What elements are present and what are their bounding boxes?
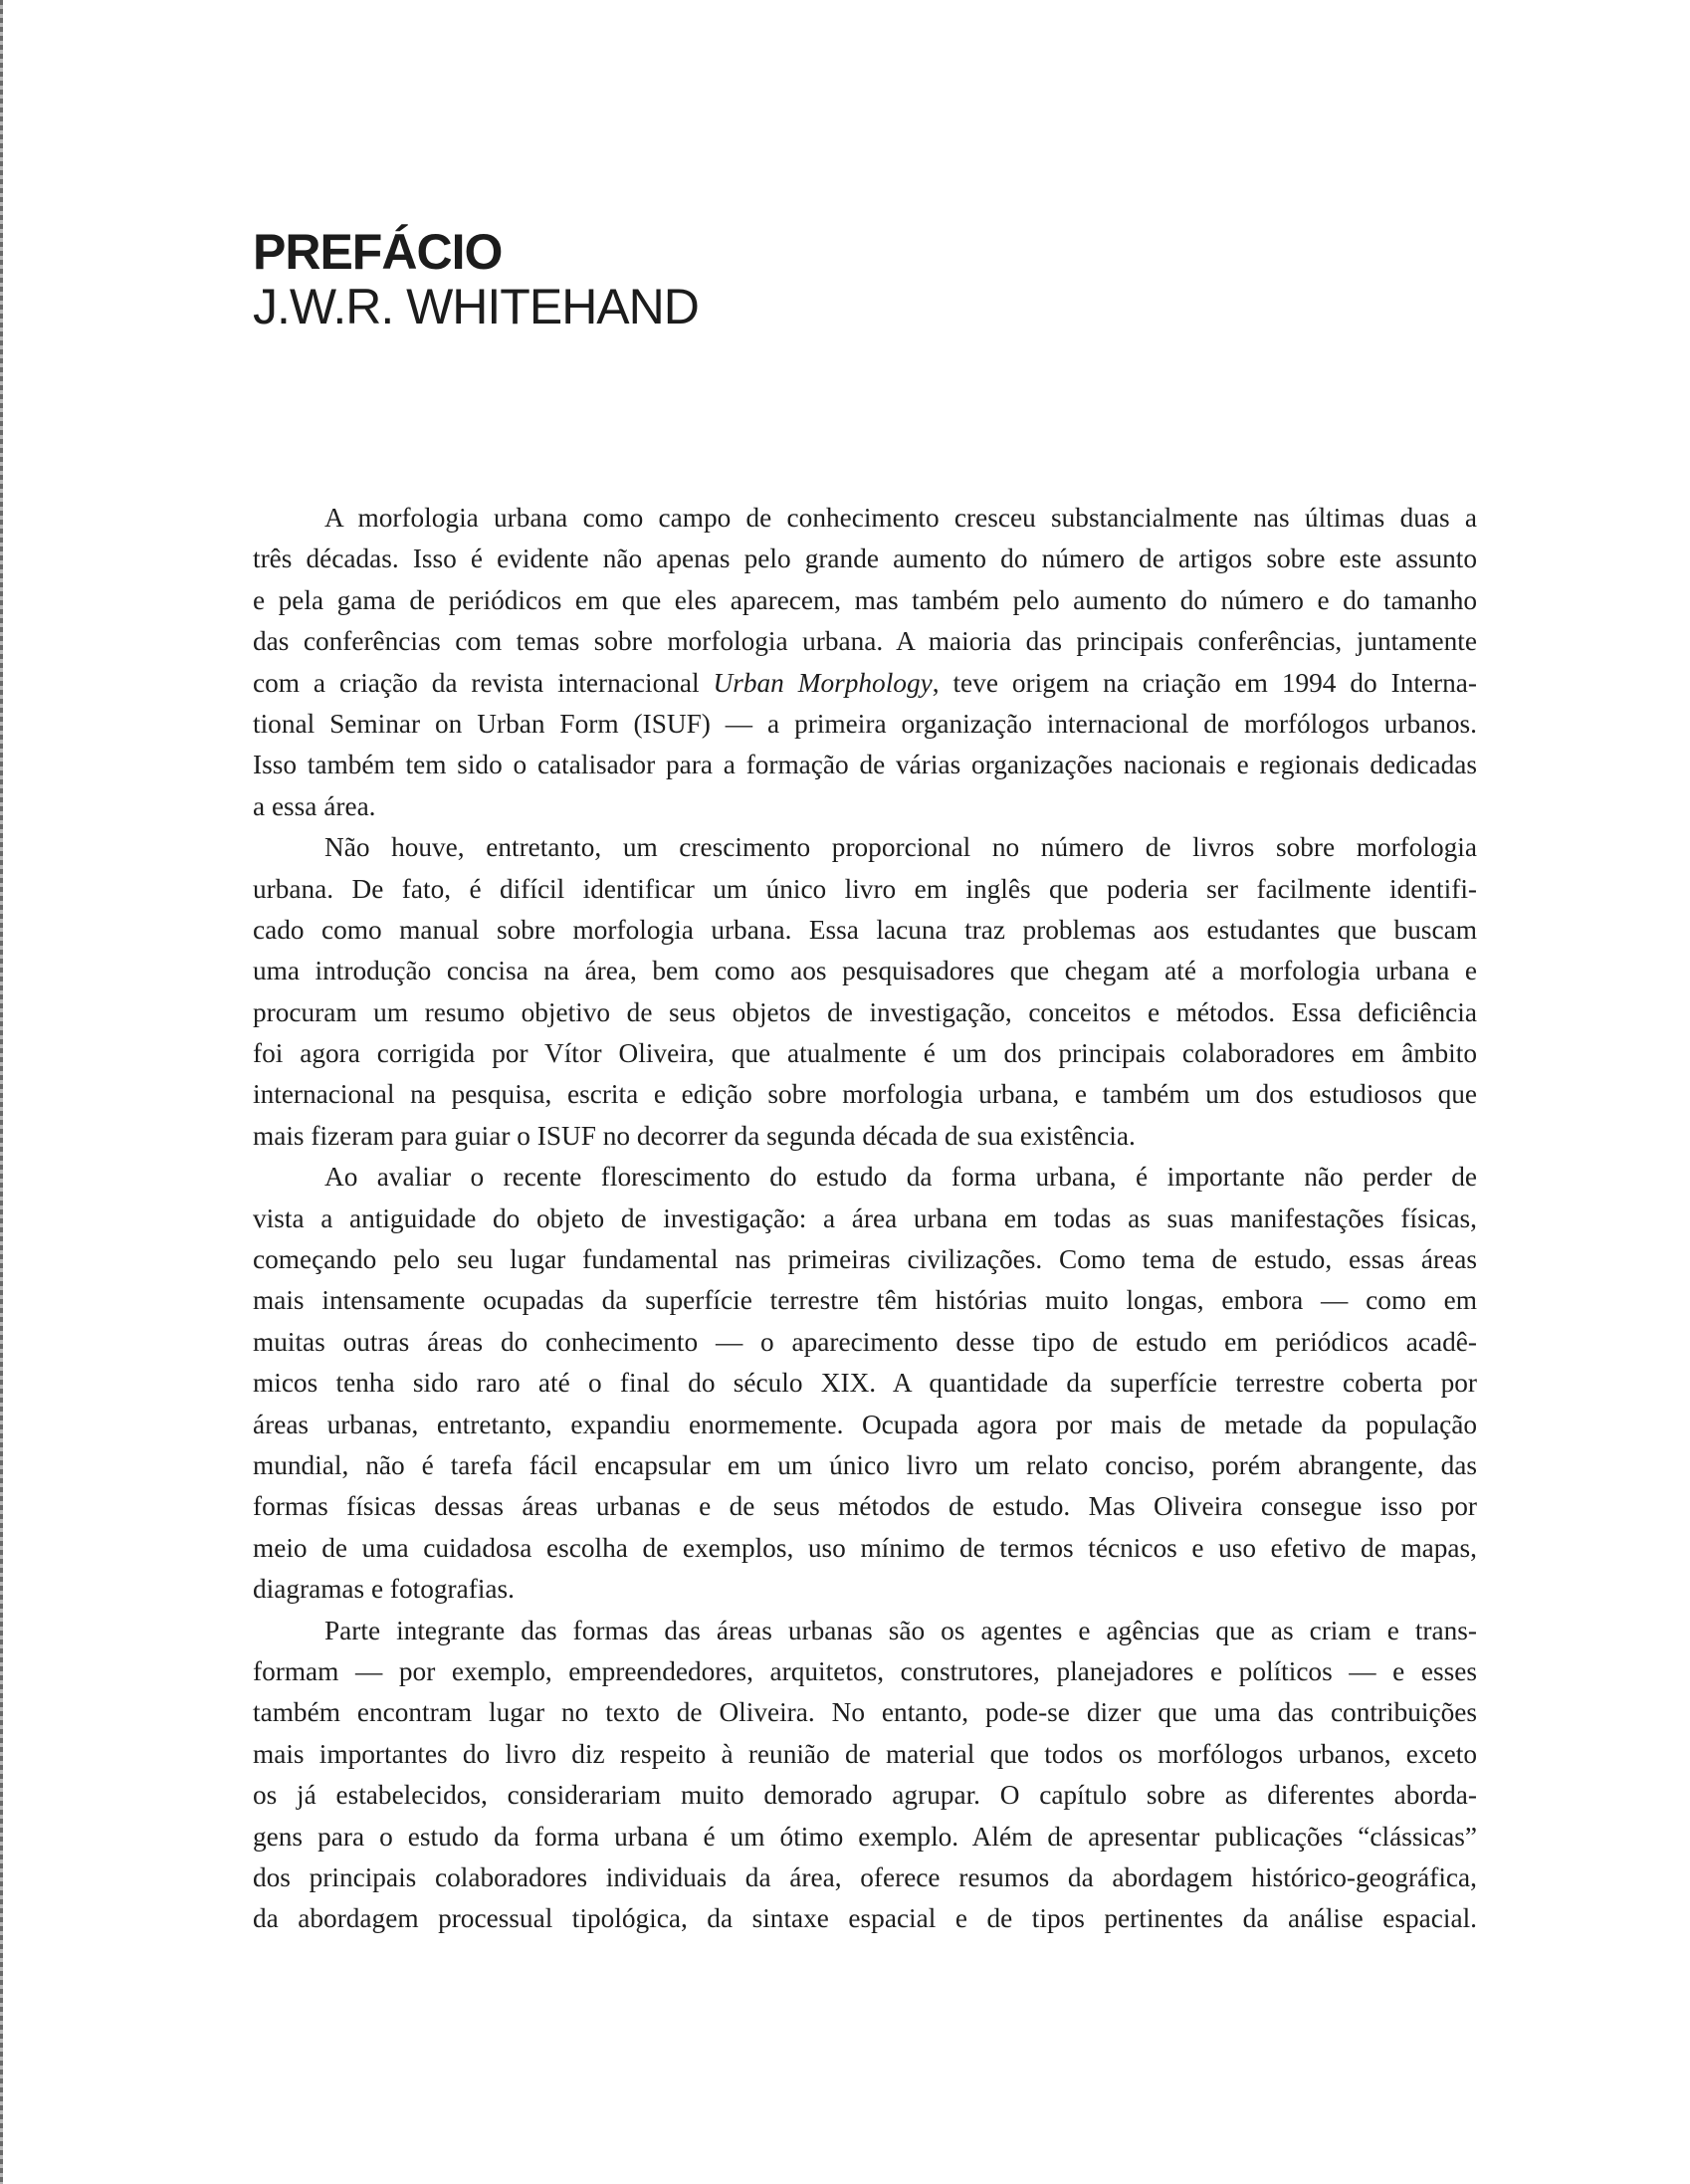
text-line: tional Seminar on Urban Form (ISUF) — a primeira organização internacional de morfólogos urbanos.	[253, 708, 1477, 739]
text-line: micos tenha sido raro até o final do século XIX. A quantidade da superfície terrestre coberta por	[253, 1368, 1477, 1399]
text-line: da abordagem processual tipológica, da sintaxe espacial e de tipos pertinentes da análise espacial.	[253, 1903, 1477, 1934]
text-line: diagramas e fotografias.	[253, 1574, 515, 1605]
text-line: a essa área.	[253, 790, 376, 821]
text-line: Não houve, entretanto, um crescimento proporcional no número de livros sobre morfologia	[324, 832, 1477, 863]
text-line: urbana. De fato, é difícil identificar um único livro em inglês que poderia ser facilmente identifi-	[253, 873, 1477, 904]
text-line: Parte integrante das formas das áreas urbanas são os agentes e agências que as criam e trans-	[324, 1615, 1477, 1645]
text-line: começando pelo seu lugar fundamental nas primeiras civilizações. Como tema de estudo, essas áreas	[253, 1244, 1477, 1275]
text-line: internacional na pesquisa, escrita e edição sobre morfologia urbana, e também um dos estudiosos que	[253, 1079, 1477, 1110]
text-line: cado como manual sobre morfologia urbana. Essa lacuna traz problemas aos estudantes que buscam	[253, 914, 1477, 945]
body-text	[253, 498, 1477, 1940]
text-line: meio de uma cuidadosa escolha de exemplos, uso mínimo de termos técnicos e uso efetivo de mapas,	[253, 1532, 1477, 1563]
text-line: Ao avaliar o recente florescimento do estudo da forma urbana, é importante não perder de	[324, 1162, 1477, 1193]
paragraph	[253, 1157, 1477, 1610]
text-line: Isso também tem sido o catalisador para a formação de várias organizações nacionais e regionais dedicadas	[253, 750, 1477, 780]
chapter-heading	[253, 225, 699, 334]
text-line: áreas urbanas, entretanto, expandiu enormemente. Ocupada agora por mais de metade da população	[253, 1409, 1477, 1439]
text-line: procuram um resumo objetivo de seus objetos de investigação, conceitos e métodos. Essa deficiência	[253, 996, 1477, 1027]
paragraph	[253, 498, 1477, 827]
text-line: vista a antiguidade do objeto de investigação: a área urbana em todas as suas manifestações físicas,	[253, 1202, 1477, 1233]
text-line: A morfologia urbana como campo de conhecimento cresceu substancialmente nas últimas duas a	[324, 503, 1477, 533]
text-line: e pela gama de periódicos em que eles aparecem, mas também pelo aumento do número e do tamanho	[253, 584, 1477, 615]
text-line: uma introdução concisa na área, bem como aos pesquisadores que chegam até a morfologia urbana e	[253, 956, 1477, 986]
text-line: mundial, não é tarefa fácil encapsular em um único livro um relato conciso, porém abrangente, das	[253, 1449, 1477, 1480]
text-line: muitas outras áreas do conhecimento — o aparecimento desse tipo de estudo em periódicos acadê-	[253, 1326, 1477, 1357]
paragraph	[253, 1611, 1477, 1940]
journal-title: Urban Morphology	[713, 667, 933, 698]
text-line: mais importantes do livro diz respeito à reunião de material que todos os morfólogos urbanos, exceto	[253, 1738, 1477, 1769]
text-line: foi agora corrigida por Vítor Oliveira, que atualmente é um dos principais colaboradores em âmbito	[253, 1038, 1477, 1069]
text-line: mais fizeram para guiar o ISUF no decorrer da segunda década de sua existência.	[253, 1120, 1136, 1151]
chapter-title: PREFÁCIO	[253, 224, 503, 280]
text-line: dos principais colaboradores individuais da área, oferece resumos da abordagem histórico-geográfica,	[253, 1861, 1477, 1892]
text-line: também encontram lugar no texto de Oliveira. No entanto, pode-se dizer que uma das contribuições	[253, 1697, 1477, 1728]
page-left-edge	[0, 0, 3, 2184]
text-line: formas físicas dessas áreas urbanas e de seus métodos de estudo. Mas Oliveira consegue isso por	[253, 1491, 1477, 1522]
text-line: mais intensamente ocupadas da superfície terrestre têm histórias muito longas, embora — como em	[253, 1285, 1477, 1316]
chapter-author: J.W.R. WHITEHAND	[253, 279, 699, 334]
text-line: três décadas. Isso é evidente não apenas pelo grande aumento do número de artigos sobre este assunto	[253, 544, 1477, 574]
text-line: das conferências com temas sobre morfologia urbana. A maioria das principais conferências, juntamente	[253, 626, 1477, 657]
text-line: os já estabelecidos, considerariam muito demorado agrupar. O capítulo sobre as diferentes aborda-	[253, 1780, 1477, 1811]
text-line: formam — por exemplo, empreendedores, arquitetos, construtores, planejadores e políticos — e esses	[253, 1655, 1477, 1686]
text-line: gens para o estudo da forma urbana é um ótimo exemplo. Além de apresentar publicações “clássicas”	[253, 1821, 1477, 1852]
text-line-with-italic: com a criação da revista internacional Urban Morphology, teve origem na criação em 1994 do Interna-	[253, 667, 1477, 698]
paragraph	[253, 827, 1477, 1157]
